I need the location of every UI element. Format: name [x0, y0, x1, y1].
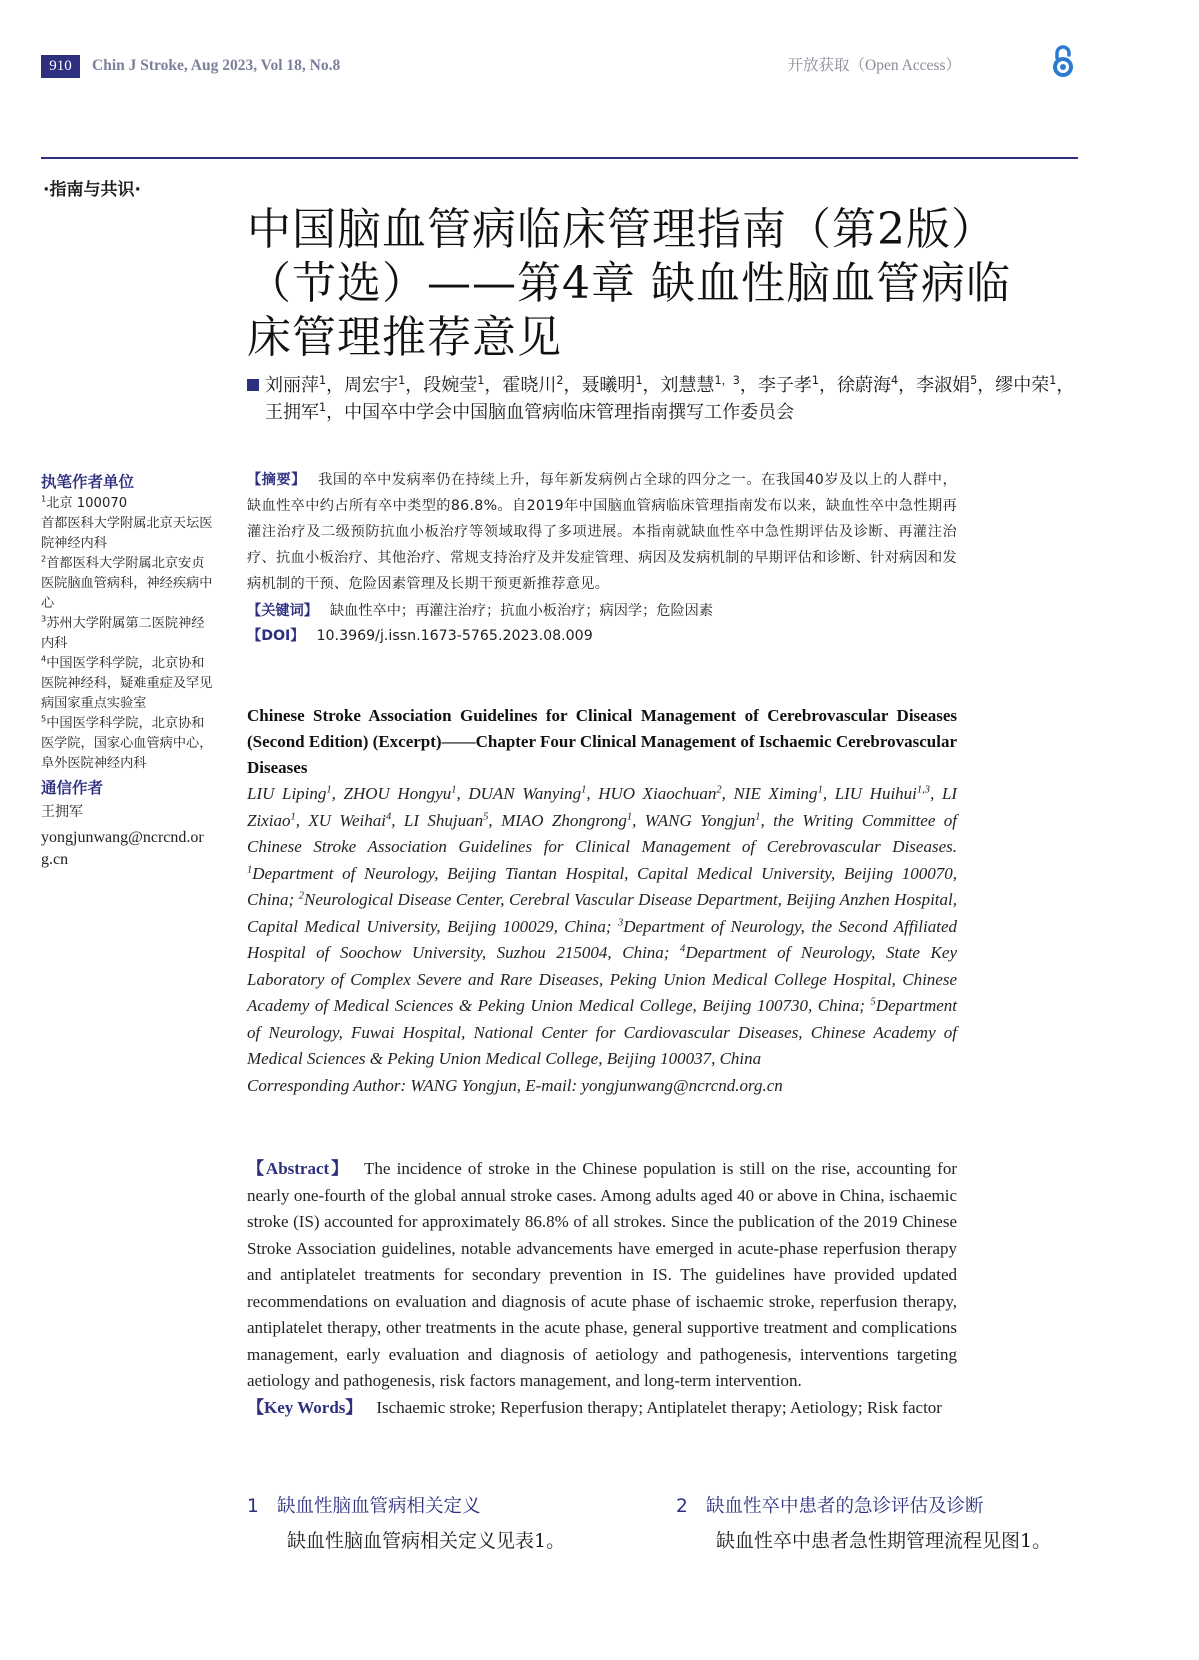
affiliation-en: Department of Neurology, Beijing Tiantan Hospital, Capital Medical University, Beijing 100070, China; [247, 863, 957, 909]
open-access-label: 开放获取（Open Access） [787, 57, 961, 74]
author-list-zh [247, 372, 1097, 426]
section-body: 缺血性脑血管病相关定义见表1。 [287, 1530, 566, 1552]
author-name: 霍晓川 [502, 375, 557, 396]
journal-citation: Chin J Stroke, Aug 2023, Vol 18, No.8 [92, 57, 341, 74]
author-sup: 1 [319, 401, 327, 414]
writing-committee-en: the Writing Committee of Chinese Stroke Association Guidelines for Clinical Management of Cerebrovascular Diseases. [247, 810, 957, 856]
title-line: 中国脑血管病临床管理指南（第2版） [247, 204, 996, 255]
author-names [265, 375, 1074, 396]
affiliation-text: 首都医科大学附属北京天坛医院神经内科 [41, 516, 213, 551]
section-heading [676, 1493, 1096, 1521]
affiliation-item [41, 714, 213, 774]
abstract-en-text: The incidence of stroke in the Chinese population is still on the rise, accounting for nearly one-fourth of the global annual stroke cases. Among adults aged 40 or above in China, ischaemic stroke (IS) accounted for approximately 86.8% of all strokes. Since the publication of the 2019 Chinese Stroke Association guidelines, notable advancements have emerged in acute-phase reperfusion therapy and antiplatelet treatments for secondary prevention in IS. The guidelines have provided updated recommendations on evaluation and diagnosis of acute phase of ischaemic stroke, reperfusion therapy, antiplatelet therapy, other treatments in the acute phase, general supportive treatment and complications management, early evaluation and diagnosis of aetiology and pathogenesis, interventions targeting aetiology and pathogenesis, risk factors management, and long-term intervention. [247, 1159, 957, 1390]
author-sup: 2 [556, 374, 564, 387]
author-name: 刘丽萍 [265, 375, 319, 396]
author-name: 李淑娟 [916, 375, 971, 396]
author-name-en: LI Shujuan [403, 810, 484, 830]
section-title: 缺血性脑血管病相关定义 [277, 1496, 481, 1517]
affiliation-text: 北京 100070 [46, 496, 128, 511]
section-label: ·指南与共识· [43, 180, 141, 200]
separator: ， [819, 375, 838, 396]
author-sup: 1 [451, 784, 457, 796]
author-name-en: LIU Huihui [834, 784, 917, 803]
english-title: Chinese Stroke Association Guidelines for Clinical Management of Cerebrovascular Diseases (Second Edition) (Excerpt)——Chapter Four Clinical Management of Ischaemic Cerebrovascular Diseases [247, 706, 957, 777]
square-bullet-icon [247, 379, 259, 391]
author-name: 徐蔚海 [837, 375, 892, 396]
author-sup: 4 [386, 810, 392, 822]
author-name-en: HUO Xiaochuan [598, 784, 717, 803]
author-name-en: LIU Liping [247, 784, 327, 803]
page-number: 910 [41, 55, 80, 78]
author-sup: 1,3 [916, 784, 931, 796]
affiliation-heading: 执笔作者单位 [41, 473, 135, 491]
keywords-en-label: 【Key Words】 [247, 1397, 363, 1417]
affiliation-list [41, 494, 213, 774]
affiliation-en: Department of Neurology, the Second Affiliated Hospital of Soochow University, Suzhou 215004, China; [247, 916, 958, 962]
english-block [247, 703, 957, 1099]
separator: ， [1056, 375, 1075, 396]
author-name-en: ZHOU Hongyu [343, 784, 452, 803]
author-sup: 1 [326, 784, 332, 796]
author-name: 周宏宇 [344, 375, 399, 396]
author-line-1 [247, 372, 1097, 399]
corresponding-author-en: Corresponding Author: WANG Yongjun, E-mail: yongjunwang@ncrcnd.org.cn [247, 1075, 783, 1095]
affiliation-number: 1 [247, 863, 253, 875]
affiliation-number: 4 [680, 943, 686, 955]
author-name-en: NIE Ximing [733, 784, 818, 803]
abstract-zh-label: 【摘要】 [247, 472, 307, 488]
section-1 [247, 1493, 667, 1555]
affiliation-number: 4 [41, 653, 47, 664]
author-sup: 1 [581, 784, 587, 796]
affiliation-text: 首都医科大学附属北京安贞医院脑血管病科，神经疾病中心 [41, 556, 213, 611]
keywords-zh [247, 599, 957, 624]
separator: ， [484, 375, 503, 396]
author-sup: 1 [477, 374, 485, 387]
section-2 [676, 1493, 1096, 1555]
doi-label: 【DOI】 [247, 628, 305, 644]
affiliation-text: 苏州大学附属第二医院神经内科 [41, 616, 205, 651]
doi [247, 624, 957, 649]
separator: ， [898, 375, 917, 396]
author-sup: 1 [811, 374, 820, 387]
affiliation-item [41, 614, 213, 654]
corresponding-heading: 通信作者 [41, 779, 104, 797]
affiliation-en: Department of Neurology, State Key Laboratory of Complex Severe and Rare Diseases, Peking Union Medical College Hospital, Chinese Academy of Medical Sciences & Peking Union Medical College, Beijing 100730, China; [247, 943, 957, 1015]
separator: ， [563, 375, 582, 396]
open-lock-icon [1049, 44, 1077, 78]
abstract-zh [247, 467, 957, 597]
separator: ， [739, 375, 758, 396]
section-number: 1 [247, 1496, 259, 1517]
author-sup: 1 [626, 810, 633, 822]
author-sup: 1，3 [714, 374, 740, 387]
affiliation-number: 3 [41, 613, 47, 624]
separator: ， [977, 375, 996, 396]
english-authors: LIU Liping$^1$, ZHOU Hongyu$^1$, DUAN Wanying$^1$, HUO Xiaochuan$^2$, NIE Ximing$^1$, LIU Huihui$^{1,3}$, LI Zixiao$^1$, XU Weihai$^4$, LI Shujuan$^5$, MIAO Zhongrong$^1$, WANG Yongjun$^1$, the Writing Committee of Chinese Stroke Association Guidelines for Clinical Management of Cerebrovascular Diseases. $^1$Department of Neurology, Beijing Tiantan Hospital, Capital Medical University, Beijing 100070, China; $^2$Neurological Disease Center, Cerebral Vascular Disease Department, Beijing Anzhen Hospital, Capital Medical University, Beijing 100029, China; $^3$Department of Neurology, the Second Affiliated Hospital of Soochow University, Suzhou 215004, China; $^4$Department of Neurology, State Key Laboratory of Complex Severe and Rare Diseases, Peking Union Medical College Hospital, Chinese Academy of Medical Sciences & Peking Union Medical College, Beijing 100730, China; $^5$Department of Neurology, Fuwai Hospital, National Center for Cardiovascular Diseases, Chinese Academy of Medical Sciences & Peking Union Medical College, Beijing 100037, China [247, 784, 958, 1068]
affiliation-item [41, 494, 213, 554]
title-line: （节选）——第4章 缺血性脑血管病临 [247, 258, 1011, 309]
separator: ， [405, 375, 424, 396]
author-name: 刘慧慧 [660, 375, 715, 396]
author-name: 聂曦明 [581, 375, 636, 396]
keywords-zh-label: 【关键词】 [247, 603, 318, 619]
sidebar [41, 470, 213, 871]
author-name-en: DUAN Wanying [468, 784, 582, 803]
author-sup: 1 [290, 810, 296, 822]
affiliation-number: 2 [298, 890, 304, 902]
article-title [247, 203, 1087, 365]
writing-committee: ，中国卒中学会中国脑血管病临床管理指南撰写工作委员会 [326, 402, 795, 423]
affiliation-number: 2 [41, 553, 47, 564]
affiliation-number: 5 [870, 996, 876, 1008]
author-name: 段婉莹 [423, 375, 478, 396]
author-sup: 1 [398, 374, 406, 387]
author-name-en: XU Weihai [308, 810, 387, 830]
author-sup: 5 [483, 810, 489, 822]
author-sup: 2 [716, 784, 722, 796]
author-sup: 1 [817, 784, 823, 796]
author-sup: 1 [635, 374, 643, 387]
keywords-en-text: Ischaemic stroke; Reperfusion therapy; Antiplatelet therapy; Aetiology; Risk factor [376, 1397, 942, 1417]
author-sup: 1 [319, 374, 327, 387]
affiliation-en: Neurological Disease Center, Cerebral Vascular Disease Department, Beijing Anzhen Hospital, Capital Medical University, Beijing 100029, China; [247, 890, 957, 936]
keywords-en [247, 1395, 957, 1422]
affiliation-item [41, 654, 213, 714]
keywords-zh-text: 缺血性卒中；再灌注治疗；抗血小板治疗；病因学；危险因素 [329, 603, 714, 619]
author-sup: 5 [970, 374, 978, 387]
separator: ， [326, 375, 345, 396]
separator: ， [642, 375, 661, 396]
affiliation-en: Department of Neurology, Fuwai Hospital, National Center for Cardiovascular Diseases, Chinese Academy of Medical Sciences & Peking Union Medical College, Beijing 100037, China [247, 996, 958, 1068]
author-name: 王拥军 [265, 402, 319, 423]
author-sup: 1 [1049, 374, 1057, 387]
affiliation-text: 中国医学科学院，北京协和医院神经科，疑难重症及罕见病国家重点实验室 [41, 656, 213, 711]
abstract-en-label: 【Abstract】 [247, 1159, 351, 1178]
author-name-en: MIAO Zhongrong [501, 810, 627, 830]
section-number: 2 [676, 1496, 688, 1517]
header-rule [41, 157, 1078, 159]
affiliation-number: 3 [617, 916, 624, 928]
doi-value: 10.3969/j.issn.1673-5765.2023.08.009 [316, 628, 593, 644]
author-name: 缪中荣 [995, 375, 1050, 396]
author-line-2 [247, 399, 1097, 426]
section-title: 缺血性卒中患者的急诊评估及诊断 [706, 1496, 984, 1517]
affiliation-text: 中国医学科学院，北京协和医学院，国家心血管病中心，阜外医院神经内科 [41, 716, 213, 771]
author-sup: 1 [755, 810, 761, 822]
author-name: 李子孝 [757, 375, 812, 396]
author-name-en: WANG Yongjun [644, 810, 756, 830]
section-heading [247, 1493, 667, 1521]
abstract-zh-block [247, 467, 957, 649]
abstract-zh-text: 我国的卒中发病率仍在持续上升，每年新发病例占全球的四分之一。在我国40岁及以上的人群中，缺血性卒中约占所有卒中类型的86.8%。自2019年中国脑血管病临床管理指南发布以来，缺血性卒中急性期再灌注治疗及二级预防抗血小板治疗等领域取得了多项进展。本指南就缺血性卒中急性期评估及诊断、再灌注治疗、抗血小板治疗、其他治疗、常规支持治疗及并发症管理、病因及发病机制的早期评估和诊断、针对病因和发病机制的干预、危险因素管理及长期干预更新推荐意见。 [247, 472, 957, 592]
affiliation-item [41, 554, 213, 614]
author-sup: 4 [891, 374, 899, 387]
section-body: 缺血性卒中患者急性期管理流程见图1。 [716, 1530, 1052, 1552]
title-line: 床管理推荐意见 [247, 312, 562, 363]
corresponding-email: yongjunwang@ncrcnd.org.cn [41, 829, 204, 868]
affiliation-number: 1 [41, 493, 47, 504]
english-abstract-block [247, 1156, 957, 1421]
author-name-en: LI Zixiao [247, 784, 958, 830]
abstract-en [247, 1156, 957, 1395]
affiliation-number: 5 [41, 713, 47, 724]
corresponding-name: 王拥军 [41, 804, 83, 820]
